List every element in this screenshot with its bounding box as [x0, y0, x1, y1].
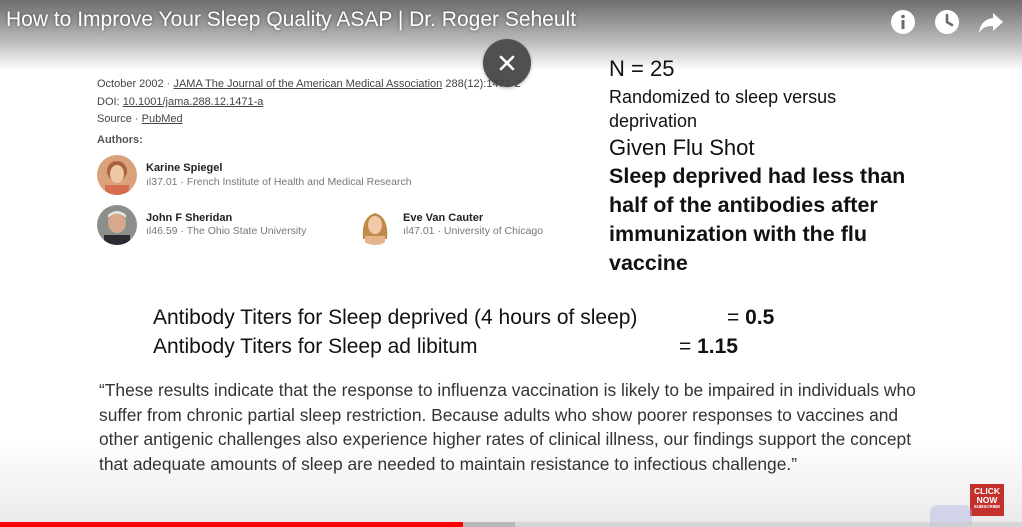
progress-bar[interactable] [0, 522, 1022, 527]
avatar[interactable] [97, 205, 137, 245]
source-link[interactable]: PubMed [141, 113, 183, 125]
paper-doi-line [97, 96, 263, 108]
paper-source-line [97, 113, 183, 125]
score-bars-icon: ıl [146, 225, 152, 237]
study-quote: “These results indicate that the response to influenza vaccination is likely to be impaired in individuals who suffer from chronic partial sleep restriction. Because adults who show poorer responses to vaccines and other antigenic challenges also experience higher rates of clinical illness, our findings support the concept that adequate amounts of sleep are needed to maintain resistance to infectious challenge.” [99, 380, 916, 474]
finding-line-1: Sleep deprived had less than [609, 164, 906, 188]
titer-value-ad-libitum: = 1.15 [679, 335, 738, 358]
author-affiliation: French Institute of Health and Medical Research [186, 176, 412, 188]
sample-size: N = 25 [609, 56, 675, 81]
avatar[interactable] [355, 205, 395, 245]
flu-shot-line: Given Flu Shot [609, 135, 755, 160]
author-name[interactable]: Eve Van Cauter [403, 212, 484, 224]
author-affiliation: The Ohio State University [186, 225, 307, 237]
randomization-line-1: Randomized to sleep versus [609, 87, 837, 107]
journal-link[interactable]: JAMA The Journal of the American Medical Association [173, 78, 443, 90]
doi-label: DOI: [97, 96, 120, 108]
watch-later-icon[interactable] [933, 8, 961, 36]
score-bars-icon: ıl [146, 176, 152, 188]
info-icon[interactable] [889, 8, 917, 36]
video-title[interactable]: How to Improve Your Sleep Quality ASAP | Dr. Roger Seheult [6, 8, 577, 31]
doi-link[interactable]: 10.1001/jama.288.12.1471-a [122, 96, 264, 108]
author-score: 46.59 [151, 225, 178, 237]
titer-label-deprived: Antibody Titers for Sleep deprived (4 hours of sleep) [153, 306, 638, 329]
paper-citation-line: October 2002 · JAMA The Journal of the American Medical Association 288(12):1471-2 [97, 78, 521, 90]
progress-buffer [463, 522, 515, 527]
avatar[interactable] [97, 155, 137, 195]
paper-date: October 2002 [97, 78, 164, 90]
author-meta: ıl46.59 · The Ohio State University [146, 225, 307, 237]
paper-issue: 288(12):1471-2 [445, 78, 521, 90]
author-name[interactable]: Karine Spiegel [146, 162, 223, 174]
author-meta: ıl47.01 · University of Chicago [403, 225, 544, 237]
author-score: 37.01 [151, 176, 178, 188]
titer-value-deprived: = 0.5 [727, 306, 775, 329]
titer-label-ad-libitum: Antibody Titers for Sleep ad libitum [153, 335, 478, 358]
progress-played [0, 522, 463, 527]
randomization-line-2: deprivation [609, 111, 698, 131]
finding-line-2: half of the antibodies after [609, 193, 878, 217]
author-name[interactable]: John F Sheridan [146, 212, 233, 224]
author-score: 47.01 [408, 225, 435, 237]
finding-line-3: immunization with the flu [609, 222, 867, 246]
author-affiliation: University of Chicago [443, 225, 544, 237]
score-bars-icon: ıl [403, 225, 409, 237]
source-label: Source · [97, 113, 139, 125]
finding-line-4: vaccine [609, 251, 688, 275]
author-meta: ıl37.01 · French Institute of Health and Medical Research [146, 176, 412, 188]
share-icon[interactable] [977, 8, 1005, 36]
subscribe-badge[interactable]: CLICK NOW SUBSCRIBE [970, 484, 1004, 516]
authors-heading: Authors: [97, 134, 143, 146]
